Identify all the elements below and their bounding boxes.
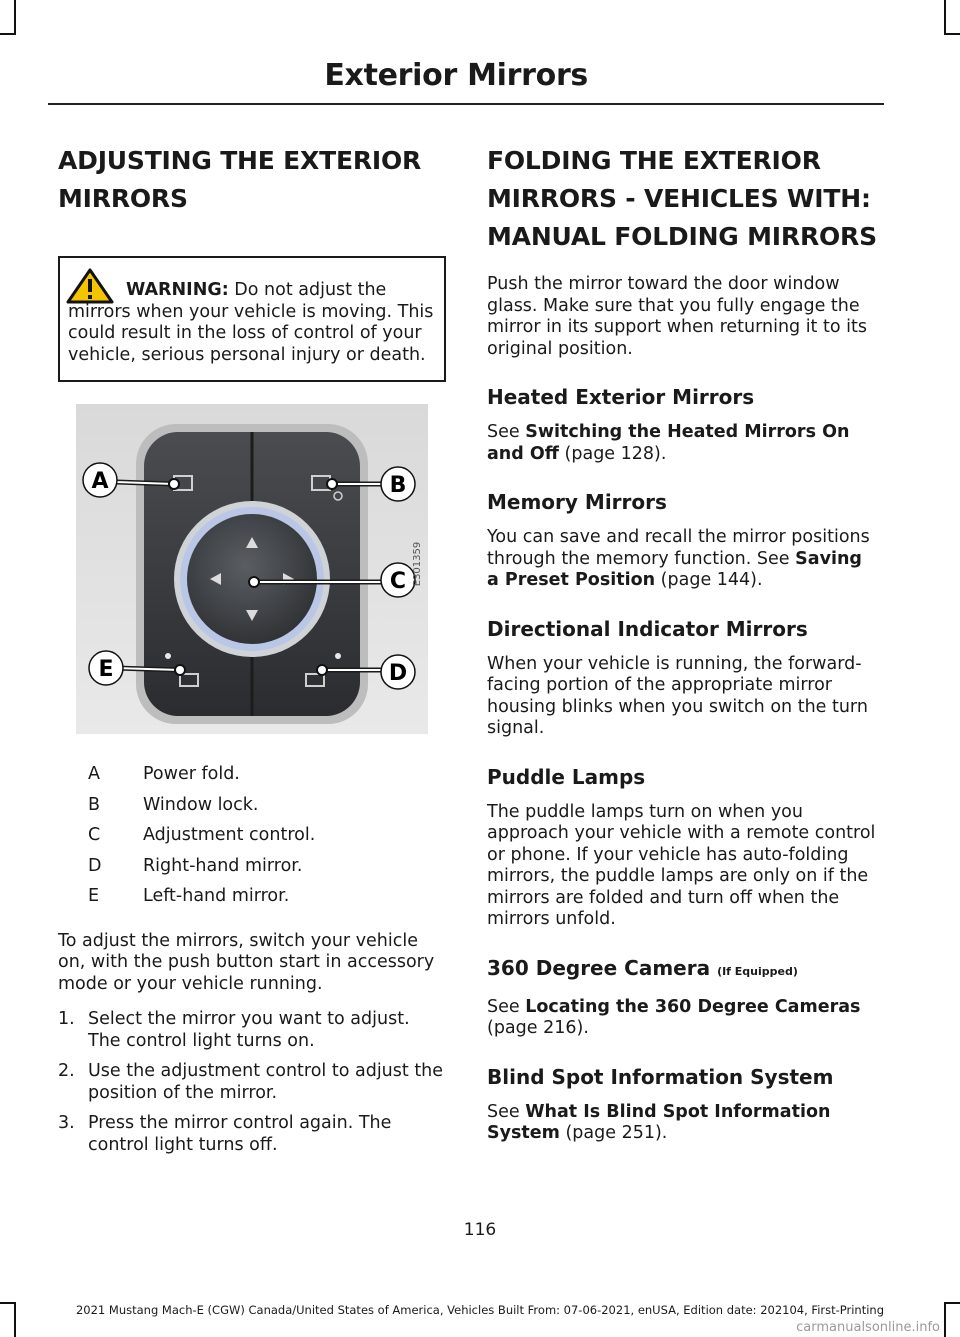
key-text: Right-hand mirror. bbox=[143, 855, 303, 876]
key-text: Window lock. bbox=[143, 794, 259, 815]
crop-mark bbox=[14, 0, 16, 34]
callout-a: A bbox=[91, 469, 109, 494]
folding-paragraph: Push the mirror toward the door window glass. Make sure that you fully engage the mirror in its support when returning it to its original position. bbox=[487, 274, 867, 359]
key-text: Power fold. bbox=[143, 764, 240, 784]
directional-indicator-heading: Directional Indicator Mirrors bbox=[487, 616, 808, 641]
camera-link[interactable]: Locating the 360 Degree Cameras bbox=[525, 996, 861, 1017]
key-letter: E bbox=[88, 886, 100, 906]
list-item bbox=[58, 1009, 446, 1052]
list-item bbox=[58, 1061, 446, 1104]
key-letter: C bbox=[88, 825, 101, 845]
right-column bbox=[487, 142, 879, 1145]
crop-mark bbox=[0, 33, 16, 35]
page-reference: (page 128). bbox=[564, 443, 667, 464]
step-text: Press the mirror control again. The control light turns off. bbox=[88, 1113, 392, 1155]
step-number: 3. bbox=[58, 1113, 75, 1133]
key-letter: B bbox=[88, 794, 101, 815]
warning-text: Do not adjust the mirrors when your vehicle is moving. This could result in the loss of control of your vehicle, serious personal injury or death. bbox=[68, 280, 434, 365]
figure-key-list bbox=[58, 764, 446, 917]
crop-mark bbox=[944, 33, 960, 35]
step-number: 2. bbox=[58, 1061, 75, 1081]
mirror-control-figure bbox=[76, 404, 428, 734]
blind-spot-paragraph bbox=[487, 1102, 879, 1145]
key-letter: D bbox=[88, 855, 102, 876]
memory-mirrors-paragraph bbox=[487, 527, 879, 592]
adjust-steps-list bbox=[58, 1009, 446, 1156]
header-rule bbox=[48, 103, 884, 105]
warning-label: WARNING: bbox=[126, 280, 229, 300]
left-column bbox=[58, 142, 446, 1165]
key-text: Adjustment control. bbox=[143, 825, 316, 845]
heated-mirrors-heading: Heated Exterior Mirrors bbox=[487, 385, 755, 409]
blind-spot-link[interactable]: What Is Blind Spot Information System bbox=[487, 1101, 831, 1143]
figure-image-id: E301359 bbox=[412, 541, 423, 587]
directional-indicator-paragraph: When your vehicle is running, the forward-facing portion of the appropriate mirror housing blinks when you switch on the turn signal. bbox=[487, 653, 868, 738]
see-text: See bbox=[487, 422, 520, 442]
step-text: Select the mirror you want to adjust. The control light turns on. bbox=[88, 1009, 410, 1051]
camera-paragraph bbox=[487, 997, 879, 1040]
section-heading-folding: FOLDING THE EXTERIOR MIRRORS - VEHICLES WITH: MANUAL FOLDING MIRRORS bbox=[487, 146, 877, 251]
step-text: Use the adjustment control to adjust the position of the mirror. bbox=[88, 1061, 444, 1103]
warning-box bbox=[58, 256, 446, 382]
list-item bbox=[58, 1113, 446, 1156]
page-header-title: Exterior Mirrors bbox=[324, 58, 588, 93]
key-row bbox=[58, 764, 446, 795]
mirror-control-illustration bbox=[76, 404, 428, 734]
page-reference: (page 144). bbox=[660, 570, 763, 590]
key-row bbox=[58, 825, 446, 856]
key-letter: A bbox=[88, 764, 100, 784]
memory-mirrors-heading: Memory Mirrors bbox=[487, 490, 667, 514]
section-heading-adjusting: ADJUSTING THE EXTERIOR MIRRORS bbox=[58, 146, 422, 213]
heated-mirrors-paragraph bbox=[487, 422, 879, 465]
watermark-text: carmanualsonline.info bbox=[796, 1320, 940, 1335]
if-equipped-label: (If Equipped) bbox=[717, 964, 798, 978]
blind-spot-heading: Blind Spot Information System bbox=[487, 1064, 834, 1089]
warning-triangle-icon bbox=[66, 268, 114, 304]
footer-edition-text: 2021 Mustang Mach-E (CGW) Canada/United States of America, Vehicles Built From: 07-06-2021, enUSA, Edition date: 202104, First-Printing bbox=[75, 1303, 884, 1317]
crop-mark bbox=[944, 0, 946, 34]
callout-d: D bbox=[388, 661, 408, 686]
preset-position-link[interactable]: Saving a Preset Position bbox=[487, 548, 862, 590]
key-text: Left-hand mirror. bbox=[143, 886, 290, 906]
step-number: 1. bbox=[58, 1009, 75, 1029]
key-row bbox=[58, 886, 446, 917]
memory-mirrors-text: You can save and recall the mirror positions through the memory function. bbox=[487, 527, 870, 569]
callout-e: E bbox=[98, 657, 114, 682]
see-text: See bbox=[756, 548, 790, 569]
see-text: See bbox=[487, 996, 520, 1017]
puddle-lamps-paragraph: The puddle lamps turn on when you approach your vehicle with a remote control or phone. If your vehicle has auto-folding mirrors, the puddle lamps are only on if the mirrors are folded and turn off when the mirrors unfold. bbox=[487, 801, 876, 929]
page-reference: (page 216). bbox=[487, 1018, 589, 1038]
page-number: 116 bbox=[463, 1220, 497, 1240]
key-row bbox=[58, 795, 446, 826]
camera-heading bbox=[487, 955, 879, 985]
see-text: See bbox=[487, 1101, 520, 1122]
puddle-lamps-heading: Puddle Lamps bbox=[487, 764, 646, 789]
callout-c: C bbox=[389, 569, 407, 594]
heated-mirrors-link[interactable]: Switching the Heated Mirrors On and Off bbox=[487, 422, 850, 464]
page-reference: (page 251). bbox=[565, 1123, 668, 1143]
callout-b: B bbox=[389, 473, 407, 498]
camera-title: 360 Degree Camera bbox=[487, 955, 711, 980]
adjust-intro-paragraph: To adjust the mirrors, switch your vehicle on, with the push button start in accessory mode or your vehicle running. bbox=[58, 930, 435, 994]
key-row bbox=[58, 856, 446, 887]
